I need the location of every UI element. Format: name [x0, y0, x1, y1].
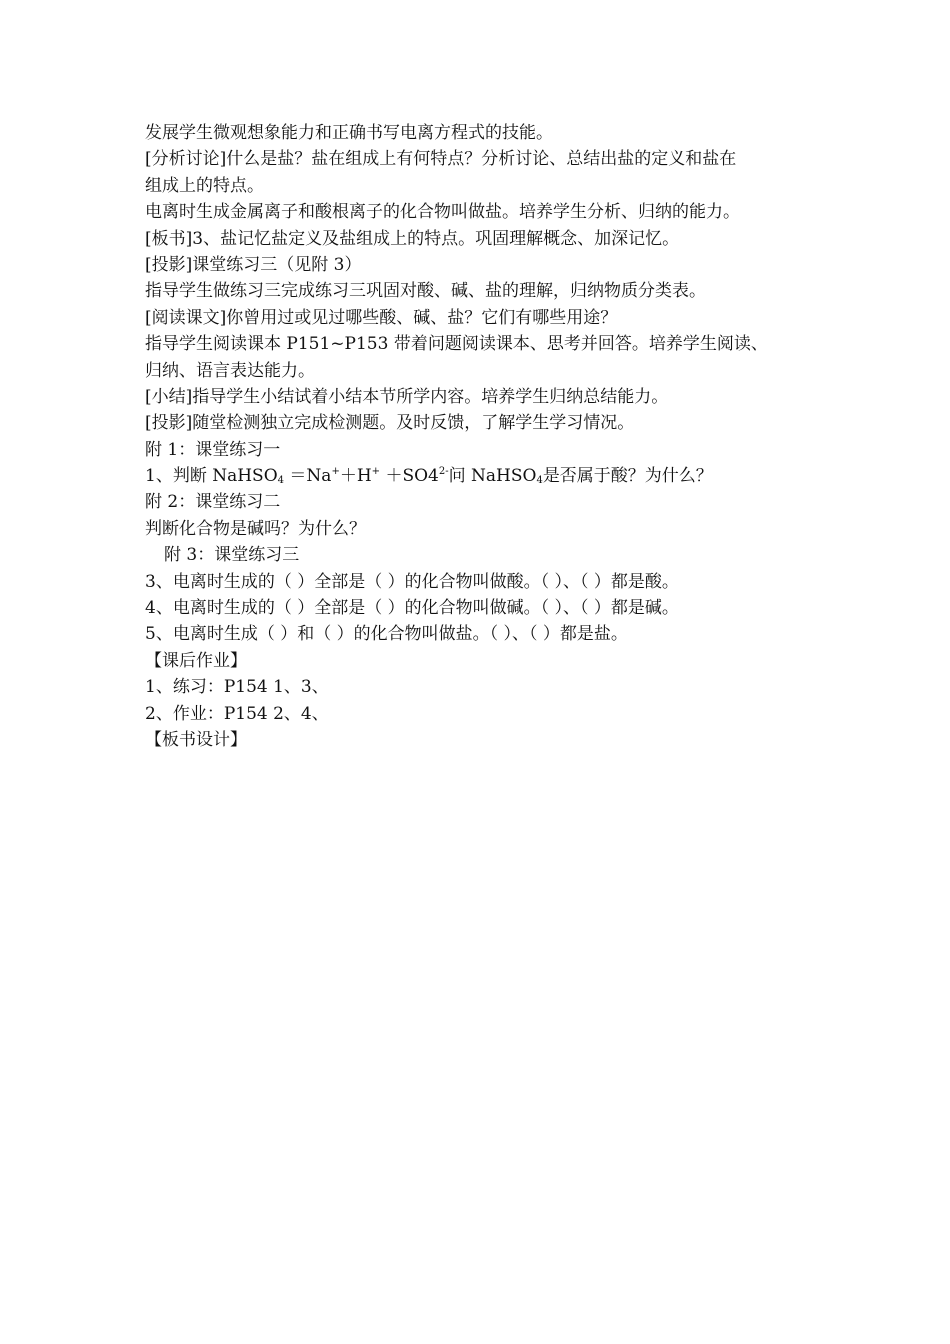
text-line: 发展学生微观想象能力和正确书写电离方程式的技能。 [145, 123, 553, 143]
text-line: [分析讨论]什么是盐？盐在组成上有何特点？分析讨论、总结出盐的定义和盐在 [145, 149, 737, 170]
text-line: [投影]随堂检测独立完成检测题。及时反馈，了解学生学习情况。 [145, 413, 635, 434]
text-line: 附 2：课堂练习二 [145, 492, 281, 513]
equation-question: 问 NaHSO [448, 466, 537, 487]
text-line: 指导学生阅读课本 P151~P153 带着问题阅读课本、思考并回答。培养学生阅读、 [145, 334, 768, 355]
superscript: + [331, 466, 340, 478]
section-heading: 【板书设计】 [145, 729, 247, 750]
text-line: 附 3：课堂练习三 [164, 545, 300, 566]
equation-part: ＝Na [284, 466, 332, 487]
text-line: 判断化合物是碱吗？为什么？ [145, 518, 366, 539]
equation-tail: 是否属于酸？为什么？ [542, 466, 713, 487]
equation-part: ＋SO4 [380, 466, 439, 487]
text-line: 附 1：课堂练习一 [145, 439, 281, 460]
equation-prefix: 1、判断 NaHSO [145, 466, 278, 487]
text-line: [板书]3、盐记忆盐定义及盐组成上的特点。巩固理解概念、加深记忆。 [145, 228, 680, 249]
text-line: 2、作业：P154 2、4、 [145, 703, 329, 724]
text-line: 归纳、语言表达能力。 [145, 360, 315, 381]
text-line: 1、练习：P154 1、3、 [145, 677, 329, 698]
text-line: 指导学生做练习三完成练习三巩固对酸、碱、盐的理解，归纳物质分类表。 [145, 281, 706, 302]
superscript: + [371, 466, 381, 478]
text-line: 5、电离时生成（ ）和（ ）的化合物叫做盐。（ ）、（ ）都是盐。 [145, 624, 628, 645]
text-line: 4、电离时生成的（ ）全部是（ ）的化合物叫做碱。（ ）、（ ）都是碱。 [145, 598, 679, 619]
text-line: 3、电离时生成的（ ）全部是（ ）的化合物叫做酸。（ ）、（ ）都是酸。 [145, 571, 679, 592]
text-line: [阅读课文]你曾用过或见过哪些酸、碱、盐？它们有哪些用途？ [145, 307, 618, 328]
equation-part: ＋H [339, 466, 372, 487]
text-line: 电离时生成金属离子和酸根离子的化合物叫做盐。培养学生分析、归纳的能力。 [145, 202, 740, 223]
subscript: 4 [277, 475, 285, 487]
subscript: 4 [536, 475, 543, 487]
section-heading: 【课后作业】 [145, 650, 247, 671]
superscript: 2- [438, 466, 449, 478]
text-line: [小结]指导学生小结试着小结本节所学内容。培养学生归纳总结能力。 [145, 386, 669, 407]
document-body [145, 120, 825, 753]
text-line: 组成上的特点。 [145, 175, 264, 196]
text-line: [投影]课堂练习三（见附 3） [145, 254, 362, 275]
equation-line [145, 463, 825, 489]
